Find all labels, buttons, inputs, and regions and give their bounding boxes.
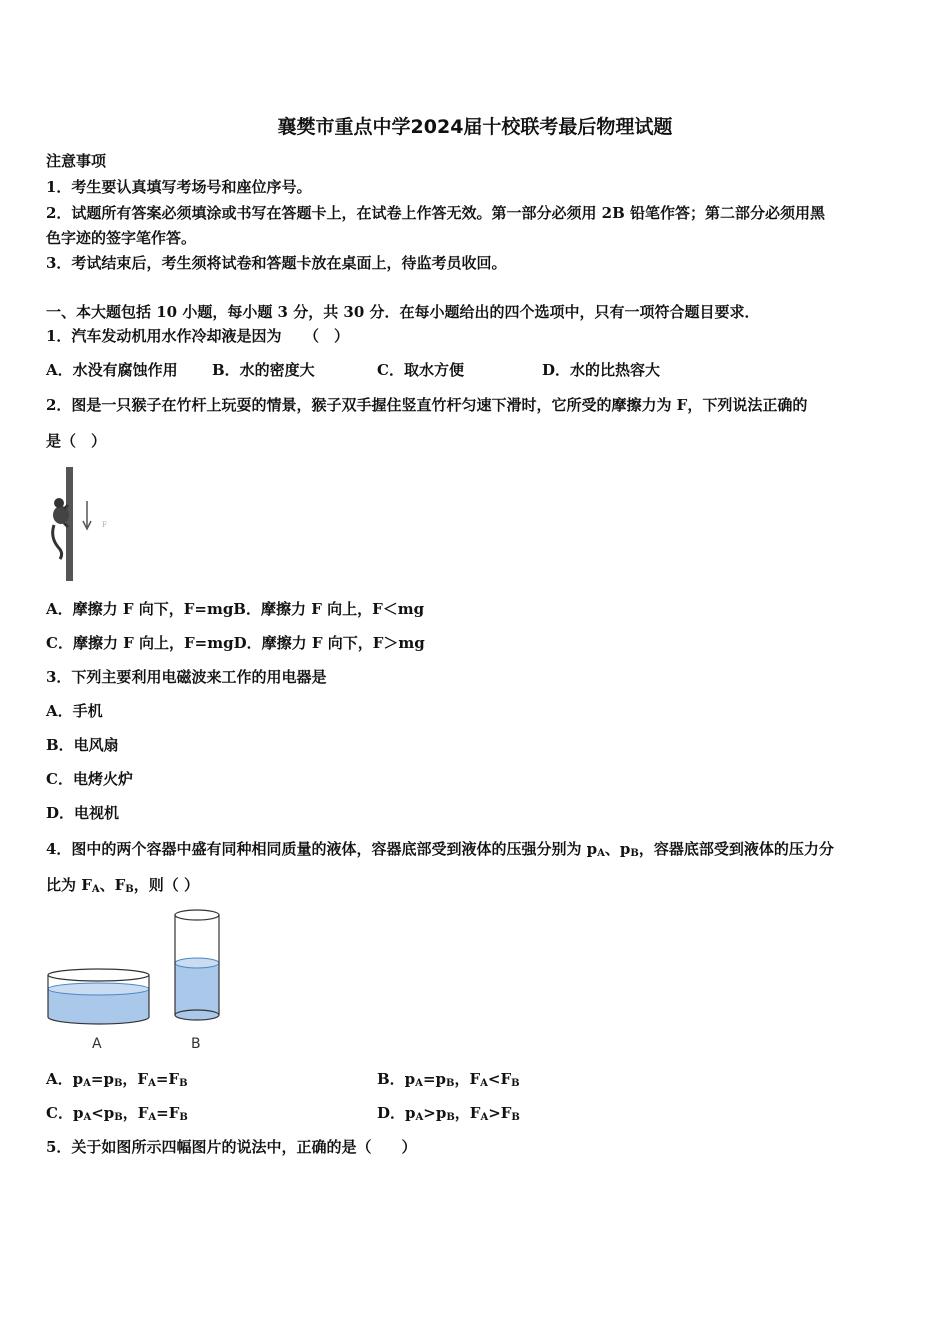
notice-item: 3．考试结束后，考生须将试卷和答题卡放在桌面上，待监考员收回。 (46, 254, 507, 272)
question-1-option-b: B．水的密度大 (212, 361, 315, 379)
question-2-stem: 2．图是一只猴子在竹杆上玩耍的情景，猴子双手握住竖直竹杆匀速下滑时，它所受的摩擦力为 F，下列说法正确的 (46, 396, 808, 414)
question-3-option-c: C．电烤火炉 (46, 770, 133, 788)
question-1-option-d: D．水的比热容大 (542, 361, 661, 379)
notice-item: 色字迹的签字笔作答。 (46, 229, 197, 247)
question-4-stem: 4．图中的两个容器中盛有同种相同质量的液体，容器底部受到液体的压强分别为 $p_A$、$p_B$，容器底部受到液体的压力分 (46, 840, 834, 859)
question-3-stem: 3．下列主要利用电磁波来工作的用电器是 (46, 668, 327, 686)
notice-item: 2．试题所有答案必须填涂或书写在答题卡上，在试卷上作答无效。第一部分必须用 2B 铅笔作答；第二部分必须用黑 (46, 204, 826, 222)
question-1-option-c: C．取水方便 (377, 361, 464, 379)
question-2-options-cd: C．摩擦力 F 向上，F=mgD．摩擦力 F 向下，F＞mg (46, 634, 425, 652)
question-3-option-a: A．手机 (46, 702, 103, 720)
container-a (48, 969, 149, 1024)
question-2-options-ab: A．摩擦力 F 向下，F=mgB．摩擦力 F 向上，F＜mg (46, 600, 425, 618)
question-2-stem-cont: 是（ ） (46, 432, 107, 450)
question-5-stem: 5．关于如图所示四幅图片的说法中，正确的是（ ） (46, 1138, 417, 1156)
question-3-option-d: D．电视机 (46, 804, 120, 822)
container-b-label: B (191, 1036, 201, 1052)
containers-figure (44, 905, 234, 1055)
notice-item: 1．考生要认真填写考场号和座位序号。 (46, 178, 312, 196)
notice-heading: 注意事项 (46, 152, 107, 170)
friction-arrow-icon (83, 501, 91, 529)
question-4-option-c: C．$p_A<p_B$，$F_A=F_B$ (46, 1104, 188, 1123)
question-1-stem: 1．汽车发动机用水作冷却液是因为 （ ） (46, 327, 349, 345)
question-1-option-a: A．水没有腐蚀作用 (46, 361, 178, 379)
question-4-option-b: B．$p_A=p_B$，$F_A<F_B$ (377, 1070, 520, 1089)
section-heading: 一、本大题包括 10 小题，每小题 3 分，共 30 分．在每小题给出的四个选项中，只有一项符合题目要求． (46, 303, 760, 321)
question-3-option-b: B．电风扇 (46, 736, 119, 754)
container-b (175, 910, 219, 1020)
monkey-on-pole-figure (46, 465, 116, 585)
question-4-option-a: A．$p_A=p_B$，$F_A=F_B$ (46, 1070, 188, 1089)
question-4-stem-cont: 比为 $F_A$、$F_B$，则（ ） (46, 876, 199, 895)
container-a-label: A (92, 1036, 102, 1052)
page-title: 襄樊市重点中学2024届十校联考最后物理试题 (277, 116, 673, 138)
friction-label: F (102, 521, 107, 529)
question-4-option-d: D．$p_A>p_B$，$F_A>F_B$ (377, 1104, 520, 1123)
